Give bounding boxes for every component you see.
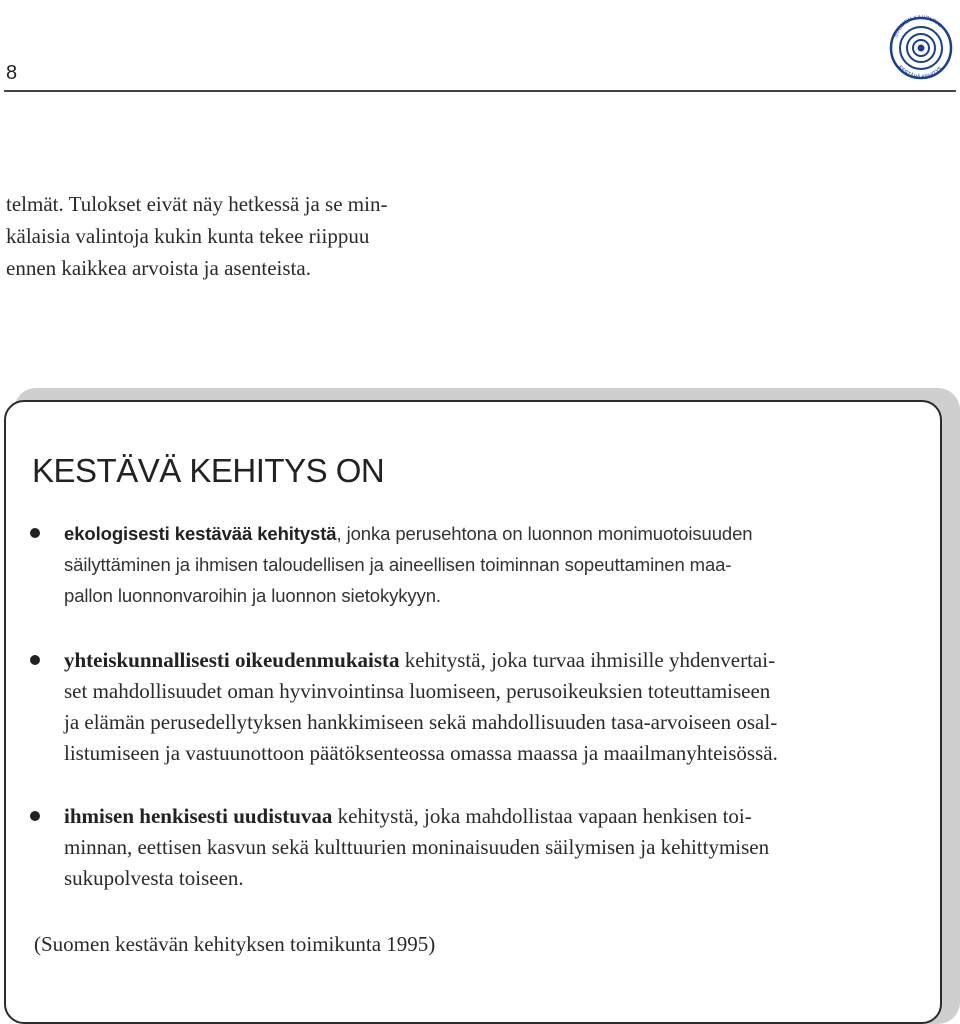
box-title: KESTÄVÄ KEHITYS ON bbox=[32, 452, 385, 489]
intro-line: kälaisia valintoja kukin kunta tekee riippuu bbox=[6, 224, 370, 248]
bullet-text: listumiseen ja vastuunottoon päätöksenteossa omassa maassa ja maailmanyhteisössä. bbox=[64, 741, 778, 765]
citation: (Suomen kestävän kehityksen toimikunta 1995) bbox=[34, 932, 436, 956]
logo bbox=[886, 6, 956, 86]
bullet-text: kehitystä, joka mahdollistaa vapaan henkisen toi- bbox=[332, 804, 752, 828]
bullet-term: ihmisen henkisesti uudistuvaa bbox=[64, 804, 333, 828]
bullet-icon bbox=[30, 811, 40, 821]
logo-text-bottom: KESTÄVÄ KEHITYS bbox=[896, 64, 944, 81]
bullet-text: minnan, eettisen kasvun sekä kulttuurien moninaisuuden säilymisen ja kehittymisen bbox=[64, 835, 770, 859]
header-rule bbox=[4, 90, 956, 92]
bullet-icon bbox=[30, 528, 40, 538]
svg-text:KESTÄVÄ KEHITYS bbox=[897, 65, 944, 81]
bullet-text: ja elämän perusedellytyksen hankkimiseen sekä mahdollisuuden tasa-arvoiseen osal- bbox=[64, 710, 778, 734]
logo-text-top: SUOMEN KAUPUNKI bbox=[892, 14, 943, 39]
bullet-text: , jonka perusehtona on luonnon monimuotoisuuden bbox=[336, 523, 753, 544]
intro-paragraph bbox=[6, 188, 476, 284]
target-logo-icon bbox=[886, 6, 956, 86]
bullet-item-ecological bbox=[30, 518, 920, 611]
bullet-item-spiritual bbox=[30, 801, 920, 894]
bullet-term: yhteiskunnallisesti oikeudenmukaista bbox=[64, 648, 400, 672]
bullet-text: sukupolvesta toiseen. bbox=[64, 866, 244, 890]
bullet-text: pallon luonnonvaroihin ja luonnon sietokykyyn. bbox=[64, 585, 441, 606]
page-number: 8 bbox=[6, 62, 18, 84]
bullet-item-social bbox=[30, 645, 920, 769]
bullet-term: ekologisesti kestävää kehitystä bbox=[64, 523, 337, 544]
bullet-icon bbox=[30, 655, 40, 665]
bullet-text: kehitystä, joka turvaa ihmisille yhdenvertai- bbox=[399, 648, 776, 672]
bullet-text: säilyttäminen ja ihmisen taloudellisen ja aineellisen toiminnan sopeuttaminen maa- bbox=[64, 554, 732, 575]
intro-line: telmät. Tulokset eivät näy hetkessä ja se min- bbox=[6, 192, 388, 216]
intro-line: ennen kaikkea arvoista ja asenteista. bbox=[6, 256, 311, 280]
bullet-text: set mahdollisuudet oman hyvinvointinsa luomiseen, perusoikeuksien toteuttamiseen bbox=[64, 679, 771, 703]
